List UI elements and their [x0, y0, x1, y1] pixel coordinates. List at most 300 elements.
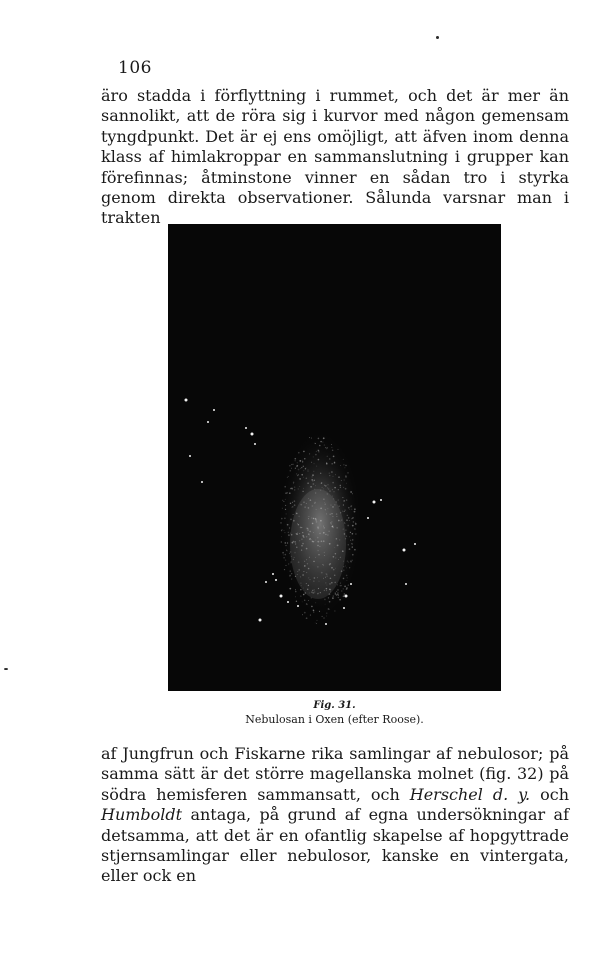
nebula-grain-dot [306, 536, 308, 538]
nebula-grain-dot [301, 474, 303, 476]
nebula-grain-dot [296, 547, 297, 548]
nebula-grain-dot [317, 541, 319, 543]
nebula-grain-dot [309, 557, 310, 558]
nebula-grain-dot [352, 554, 354, 556]
nebula-grain-dot [312, 474, 314, 476]
nebula-grain-dot [322, 564, 323, 565]
nebula-grain-dot [315, 519, 316, 520]
nebula-grain-dot [336, 502, 337, 503]
nebula-grain-dot [325, 577, 326, 578]
nebula-grain-dot [349, 548, 351, 550]
nebula-grain-dot [340, 557, 341, 558]
nebula-grain-dot [304, 565, 306, 567]
nebula-grain-dot [346, 536, 347, 537]
nebula-grain-dot [285, 554, 287, 556]
nebula-grain-dot [352, 546, 353, 547]
nebula-grain-dot [345, 475, 346, 476]
nebula-grain-dot [289, 553, 290, 554]
nebula-grain-dot [324, 527, 325, 528]
nebula-grain-dot [299, 533, 300, 534]
nebula-grain-dot [327, 508, 328, 509]
nebula-grain-dot [341, 590, 342, 591]
star [272, 573, 274, 575]
nebula-grain-dot [289, 588, 291, 590]
nebula-grain-dot [346, 499, 347, 500]
nebula-grain-dot [306, 478, 307, 479]
nebula-grain-dot [304, 458, 305, 459]
nebula-grain-dot [295, 576, 296, 577]
nebula-grain-dot [314, 589, 315, 590]
nebula-grain-dot [310, 499, 312, 501]
nebula-grain-dot [294, 458, 296, 460]
nebula-grain-dot [281, 518, 283, 520]
nebula-grain-dot [309, 593, 310, 594]
nebula-grain-dot [324, 555, 325, 556]
nebula-grain-dot [292, 502, 293, 503]
nebula-grain-dot [329, 593, 331, 595]
nebula-grain-dot [318, 593, 319, 594]
nebula-grain-dot [294, 500, 296, 502]
nebula-grain-dot [305, 468, 306, 469]
nebula-grain-dot [303, 466, 304, 467]
nebula-grain-dot [299, 540, 300, 541]
nebula-grain-dot [323, 532, 325, 534]
figure-caption: Nebulosan i Oxen (efter Roose). [245, 713, 424, 726]
nebula-grain-dot [297, 475, 298, 476]
nebula-grain-dot [300, 596, 301, 597]
nebula-grain-dot [300, 576, 301, 577]
nebula-grain-dot [293, 483, 294, 484]
figure-label: Fig. 31. [313, 700, 356, 711]
nebula-grain-dot [311, 479, 313, 481]
nebula-grain-dot [290, 503, 291, 504]
nebula-grain-dot [302, 461, 303, 462]
nebula-grain-dot [297, 571, 298, 572]
nebula-grain-dot [325, 447, 326, 448]
nebula-grain-dot [303, 536, 305, 538]
nebula-grain-dot [326, 590, 327, 591]
nebula-grain-dot [299, 460, 301, 462]
nebula-grain-dot [329, 601, 331, 603]
nebula-grain-dot [316, 521, 318, 523]
nebula-grain-dot [317, 577, 318, 578]
nebula-grain-dot [315, 518, 317, 520]
nebula-grain-dot [343, 487, 344, 488]
nebula-grain-dot [342, 550, 344, 552]
nebula-grain-dot [284, 517, 286, 519]
nebula-grain-dot [323, 540, 325, 542]
nebula-grain-dot [319, 445, 321, 447]
nebula-grain-dot [335, 557, 336, 558]
nebula-grain-dot [294, 557, 295, 558]
nebula-grain-dot [333, 491, 334, 492]
nebula-grain-dot [309, 437, 310, 438]
nebula-grain-dot [315, 622, 316, 623]
nebula-grain-dot [323, 437, 325, 439]
star [280, 595, 283, 598]
nebula-grain-dot [343, 566, 344, 567]
nebula-grain-dot [315, 454, 317, 456]
nebula-grain-dot [331, 523, 332, 524]
nebula-grain-dot [291, 573, 292, 574]
nebula-grain-dot [332, 450, 333, 451]
nebula-grain-dot [289, 527, 290, 528]
nebula-grain-dot [347, 580, 348, 581]
nebula-grain-dot [309, 453, 310, 454]
nebula-grain-dot [314, 592, 315, 593]
nebula-grain-dot [351, 505, 353, 507]
nebula-grain-dot [298, 524, 299, 525]
nebula-grain-dot [351, 509, 352, 510]
nebula-grain-dot [283, 554, 284, 555]
nebula-grain-dot [298, 469, 300, 471]
nebula-grain-dot [306, 583, 307, 584]
nebula-grain-dot [325, 509, 326, 510]
nebula-grain-dot [289, 492, 291, 494]
nebula-grain-dot [297, 462, 298, 463]
nebula-grain-dot [325, 485, 327, 487]
bottom-paragraph [101, 744, 569, 887]
nebula-grain-dot [327, 534, 329, 536]
nebula-grain-dot [292, 464, 293, 465]
nebula-grain-dot [344, 586, 346, 588]
nebula-grain-dot [291, 507, 292, 508]
nebula-grain-dot [344, 510, 345, 511]
nebula-grain-dot [314, 443, 315, 444]
nebula-grain-dot [355, 533, 356, 534]
nebula-grain-dot [313, 532, 314, 533]
nebula-grain-dot [347, 515, 348, 516]
nebula-grain-dot [350, 561, 351, 562]
nebula-grain-dot [330, 522, 331, 523]
nebula-grain-dot [339, 539, 340, 540]
nebula-grain-dot [281, 529, 282, 530]
nebula-grain-dot [354, 511, 356, 513]
nebula-grain-dot [329, 609, 330, 610]
nebula-grain-dot [295, 589, 296, 590]
nebula-grain-dot [318, 438, 320, 440]
nebula-grain-dot [332, 525, 333, 526]
nebula-grain-dot [340, 485, 341, 486]
nebula-grain-dot [343, 504, 344, 505]
nebula-grain-dot [307, 589, 308, 590]
nebula-grain-dot [334, 582, 336, 584]
nebula-grain-dot [301, 538, 303, 540]
nebula-grain-dot [300, 468, 301, 469]
star [297, 605, 299, 607]
nebula-grain-dot [336, 527, 338, 529]
nebula-grain-dot [340, 512, 341, 513]
nebula-grain-dot [312, 592, 313, 593]
nebula-grain-dot [295, 591, 296, 592]
nebula-grain-dot [328, 531, 330, 533]
nebula-grain-dot [332, 489, 333, 490]
nebula-grain-dot [311, 597, 313, 599]
nebula-grain-dot [284, 486, 286, 488]
nebula-grain-dot [319, 533, 320, 534]
star [345, 595, 348, 598]
nebula-grain-dot [308, 498, 309, 499]
nebula-grain-dot [327, 493, 328, 494]
nebula-grain-dot [326, 574, 328, 576]
nebula-grain-dot [323, 526, 324, 527]
nebula-grain-dot [287, 550, 288, 551]
nebula-grain-dot [284, 532, 285, 533]
nebula-grain-dot [333, 596, 334, 597]
nebula-grain-dot [340, 487, 341, 488]
star [207, 421, 209, 423]
nebula-grain-dot [309, 531, 310, 532]
nebula-grain-dot [332, 516, 333, 517]
nebula-grain-dot [354, 528, 356, 530]
nebula-grain-dot [285, 559, 286, 560]
nebula-grain-dot [298, 474, 299, 475]
nebula-grain-dot [282, 508, 283, 509]
nebula-grain-dot [306, 503, 307, 504]
nebula-grain-dot [315, 492, 316, 493]
nebula-grain-dot [332, 482, 334, 484]
nebula-grain-dot [290, 533, 291, 534]
nebula-grain-dot [349, 567, 350, 568]
nebula-grain-dot [335, 594, 336, 595]
nebula-grain-dot [307, 482, 309, 484]
star [185, 399, 188, 402]
nebula-grain-dot [336, 516, 337, 517]
nebula-grain-dot [345, 465, 346, 466]
nebula-grain-dot [308, 507, 310, 509]
star [189, 455, 191, 457]
nebula-grain-dot [332, 476, 333, 477]
nebula-grain-dot [343, 561, 344, 562]
nebula-grain-dot [325, 504, 326, 505]
star [325, 623, 327, 625]
nebula-grain-dot [341, 585, 342, 586]
nebula-grain-dot [316, 509, 317, 510]
nebula-grain-dot [335, 553, 336, 554]
nebula-grain-dot [296, 513, 297, 514]
nebula-grain-dot [331, 463, 333, 465]
nebula-grain-dot [347, 561, 348, 562]
print-mark [4, 668, 8, 670]
nebula-grain-dot [319, 546, 320, 547]
nebula-grain-dot [306, 528, 308, 530]
nebula-grain-dot [318, 554, 319, 555]
nebula-grain-dot [302, 574, 304, 576]
nebula-grain-dot [329, 458, 330, 459]
nebula-grain-dot [304, 612, 306, 614]
nebula-grain-dot [318, 450, 320, 452]
nebula-grain-dot [315, 557, 316, 558]
nebula-grain-dot [335, 568, 336, 569]
nebula-grain-dot [306, 572, 307, 573]
nebula-grain-dot [287, 477, 288, 478]
nebula-grain-dot [352, 525, 354, 527]
nebula-grain-dot [343, 500, 344, 501]
nebula-grain-dot [331, 471, 333, 473]
nebula-grain-dot [348, 584, 349, 585]
nebula-grain-dot [297, 532, 298, 533]
nebula-grain-dot [328, 484, 329, 485]
nebula-grain-dot [312, 523, 314, 525]
nebula-grain-dot [295, 460, 296, 461]
nebula-illustration [168, 224, 501, 691]
nebula-grain-dot [333, 498, 334, 499]
nebula-grain-dot [312, 590, 313, 591]
nebula-grain-dot [285, 492, 287, 494]
nebula-grain-dot [288, 534, 290, 536]
nebula-grain-dot [288, 563, 289, 564]
nebula-grain-dot [344, 511, 345, 512]
nebula-grain-dot [333, 556, 335, 558]
nebula-grain-dot [303, 588, 304, 589]
nebula-grain-dot [324, 599, 326, 601]
star [414, 543, 416, 545]
nebula-grain-dot [323, 499, 324, 500]
nebula-grain-dot [352, 544, 353, 545]
nebula-grain-dot [338, 476, 340, 478]
nebula-grain-dot [313, 471, 314, 472]
nebula-grain-dot [310, 486, 312, 488]
nebula-grain-dot [349, 536, 350, 537]
nebula-grain-dot [347, 472, 348, 473]
nebula-grain-dot [343, 459, 344, 460]
nebula-grain-dot [315, 485, 316, 486]
nebula-grain-dot [289, 465, 290, 466]
nebula-grain-dot [297, 574, 298, 575]
nebula-grain-dot [343, 578, 345, 580]
nebula-grain-dot [288, 532, 289, 533]
nebula-grain-dot [328, 608, 330, 610]
nebula-grain-dot [346, 567, 347, 568]
nebula-grain-dot [311, 591, 313, 593]
nebula-grain-dot [292, 488, 293, 489]
nebula-grain-dot [355, 522, 356, 523]
nebula-grain-dot [346, 588, 348, 590]
nebula-grain-dot [298, 452, 300, 454]
star [275, 579, 277, 581]
nebula-grain-dot [298, 489, 299, 490]
nebula-grain-dot [291, 556, 292, 557]
nebula-grain-dot [336, 513, 337, 514]
nebula-grain-dot [352, 533, 354, 535]
bottom-text-2: och [530, 784, 570, 804]
nebula-grain-dot [293, 514, 294, 515]
nebula-grain-dot [334, 547, 335, 548]
nebula-grain-dot [315, 602, 316, 603]
nebula-grain-dot [303, 477, 304, 478]
nebula-grain-dot [301, 467, 302, 468]
nebula-grain-dot [320, 441, 321, 442]
nebula-grain-dot [329, 589, 331, 591]
nebula-grain-dot [314, 463, 315, 464]
nebula-grain-dot [281, 530, 282, 531]
nebula-grain-dot [312, 541, 314, 543]
nebula-grain-dot [314, 577, 316, 579]
nebula-grain-dot [304, 506, 305, 507]
nebula-grain-dot [337, 589, 339, 591]
nebula-grain-dot [303, 488, 304, 489]
nebula-grain-dot [338, 559, 339, 560]
nebula-grain-dot [311, 438, 312, 439]
nebula-grain-dot [327, 487, 328, 488]
nebula-grain-dot [338, 499, 339, 500]
nebula-grain-dot [340, 521, 341, 522]
nebula-grain-dot [291, 534, 293, 536]
nebula-grain-dot [354, 508, 356, 510]
nebula-grain-dot [301, 549, 302, 550]
nebula-grain-dot [313, 518, 314, 519]
nebula-grain-dot [280, 522, 282, 524]
nebula-grain-dot [329, 475, 330, 476]
nebula-grain-dot [311, 462, 312, 463]
nebula-grain-dot [349, 509, 350, 510]
nebula-grain-dot [343, 464, 344, 465]
nebula-grain-dot [354, 549, 356, 551]
star [405, 583, 407, 585]
nebula-grain-dot [348, 507, 350, 509]
nebula-grain-dot [334, 462, 336, 464]
nebula-grain-dot [329, 473, 330, 474]
page-number: 106 [118, 58, 152, 78]
nebula-grain-dot [334, 504, 335, 505]
nebula-grain-dot [293, 520, 295, 522]
nebula-grain-dot [314, 489, 315, 490]
nebula-grain-dot [331, 447, 332, 448]
nebula-grain-dot [286, 513, 287, 514]
nebula-grain-dot [337, 545, 339, 547]
nebula-grain-dot [313, 483, 315, 485]
nebula-grain-dot [315, 443, 316, 444]
nebula-grain-dot [335, 474, 336, 475]
nebula-grain-dot [320, 592, 321, 593]
nebula-grain-dot [296, 533, 297, 534]
name-herschel: Herschel d. y. [409, 784, 531, 804]
star [259, 619, 262, 622]
nebula-grain-dot [300, 504, 302, 506]
nebula-grain-dot [301, 585, 302, 586]
nebula-grain-dot [299, 486, 300, 487]
nebula-grain-dot [323, 488, 324, 489]
nebula-grain-dot [290, 470, 292, 472]
nebula-grain-dot [341, 570, 343, 572]
nebula-grain-dot [345, 529, 347, 531]
nebula-grain-dot [288, 476, 289, 477]
nebula-grain-dot [303, 571, 304, 572]
nebula-grain-dot [317, 550, 318, 551]
star [265, 581, 267, 583]
nebula-grain-dot [309, 535, 310, 536]
nebula-grain-dot [291, 464, 292, 465]
star [245, 427, 247, 429]
nebula-grain-dot [347, 525, 349, 527]
nebula-grain-dot [352, 518, 353, 519]
nebula-grain-dot [336, 594, 337, 595]
nebula-grain-dot [348, 544, 350, 546]
nebula-grain-dot [338, 597, 339, 598]
nebula-grain-dot [322, 487, 323, 488]
nebula-grain-dot [334, 610, 335, 611]
star [213, 409, 215, 411]
nebula-grain-dot [326, 463, 328, 465]
nebula-grain-dot [302, 602, 303, 603]
nebula-grain-dot [324, 552, 325, 553]
nebula-grain-dot [332, 496, 333, 497]
star [403, 549, 406, 552]
nebula-grain-dot [331, 567, 333, 569]
nebula-grain-dot [284, 530, 285, 531]
nebula-grain-dot [346, 575, 348, 577]
nebula-grain-dot [316, 451, 317, 452]
